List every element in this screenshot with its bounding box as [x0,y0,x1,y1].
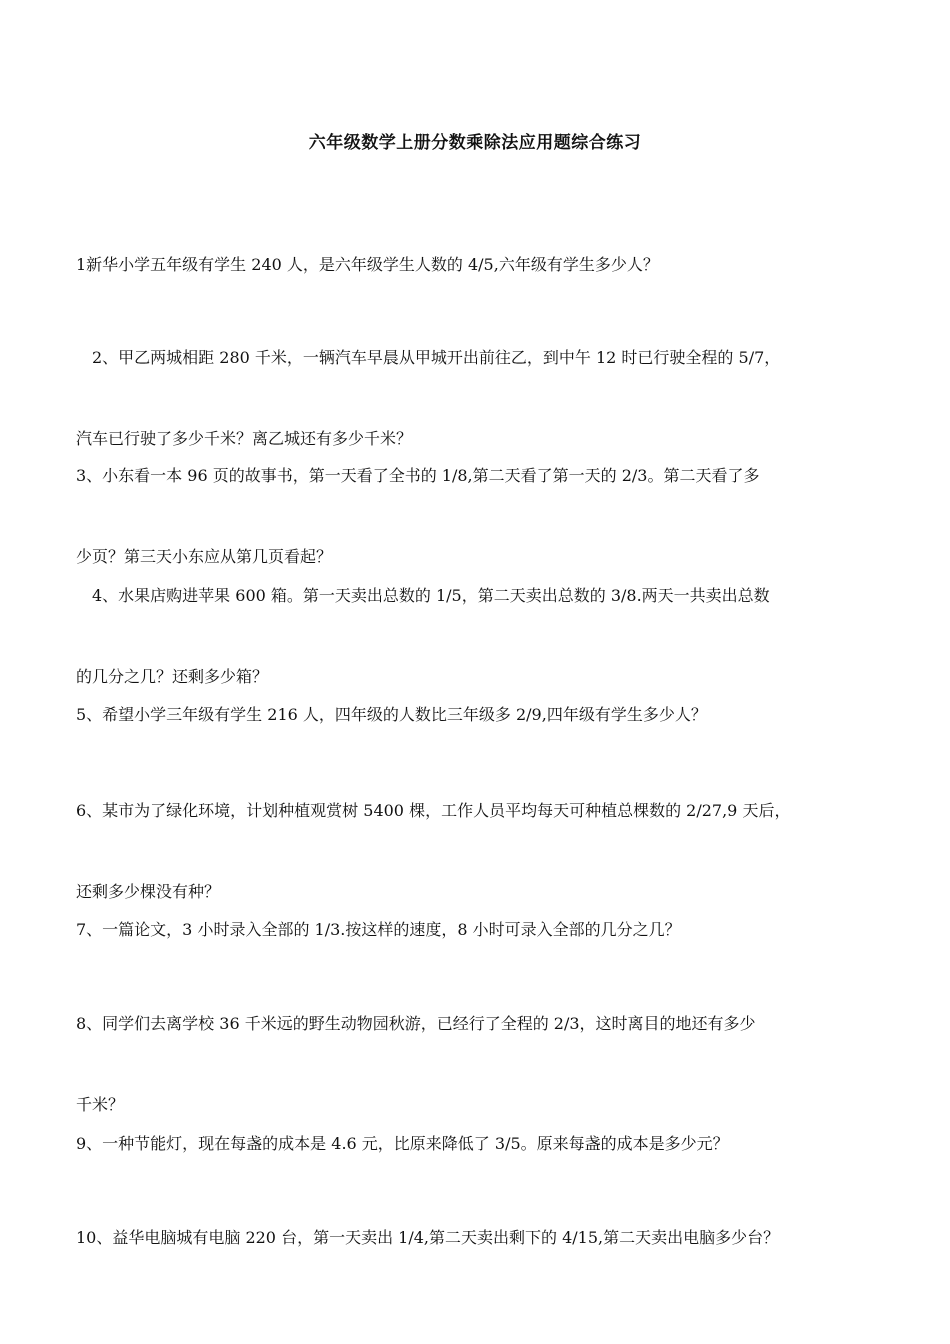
question-text: 汽车已行驶了多少千米？离乙城还有多少千米？ [76,429,413,448]
question-text: 9、一种节能灯，现在每盏的成本是 4.6 元，比原来降低了 3/5。原来每盏的成本是多少元？ [76,1134,729,1153]
question-text: 10、益华电脑城有电脑 220 台，第一天卖出 1/4,第二天卖出剩下的 4/15,第二天卖出电脑多少台？ [76,1228,780,1247]
question-text: 4、水果店购进苹果 600 箱。第一天卖出总数的 1/5，第二天卖出总数的 3/8.两天一共卖出总数 [92,586,770,605]
question-text: 7、一篇论文，3 小时录入全部的 1/3.按这样的速度，8 小时可录入全部的几分之几？ [76,920,681,939]
question-text: 5、希望小学三年级有学生 216 人，四年级的人数比三年级多 2/9,四年级有学生多少人？ [76,705,707,724]
question-text: 6、某市为了绿化环境，计划种植观赏树 5400 棵，工作人员平均每天可种植总棵数的 2/27,9 天后， [76,801,791,820]
question-text: 1新华小学五年级有学生 240 人，是六年级学生人数的 4/5,六年级有学生多少人？ [76,255,659,274]
page-title: 六年级数学上册分数乘除法应用题综合练习 [308,133,642,153]
question-text: 的几分之几？还剩多少箱？ [76,667,269,686]
question-text: 还剩多少棵没有种？ [76,882,221,901]
question-text: 3、小东看一本 96 页的故事书，第一天看了全书的 1/8,第二天看了第一天的 2/3。第二天看了多 [76,466,760,485]
question-text: 2、甲乙两城相距 280 千米，一辆汽车早晨从甲城开出前往乙，到中午 12 时已行驶全程的 5/7， [92,348,781,367]
question-10 [76,1170,876,1305]
question-text: 少页？第三天小东应从第几页看起？ [76,547,333,566]
question-text: 8、同学们去离学校 36 千米远的野生动物园秋游，已经行了全程的 2/3，这时离目的地还有多少 [76,1014,756,1033]
question-text: 千米？ [76,1095,125,1114]
